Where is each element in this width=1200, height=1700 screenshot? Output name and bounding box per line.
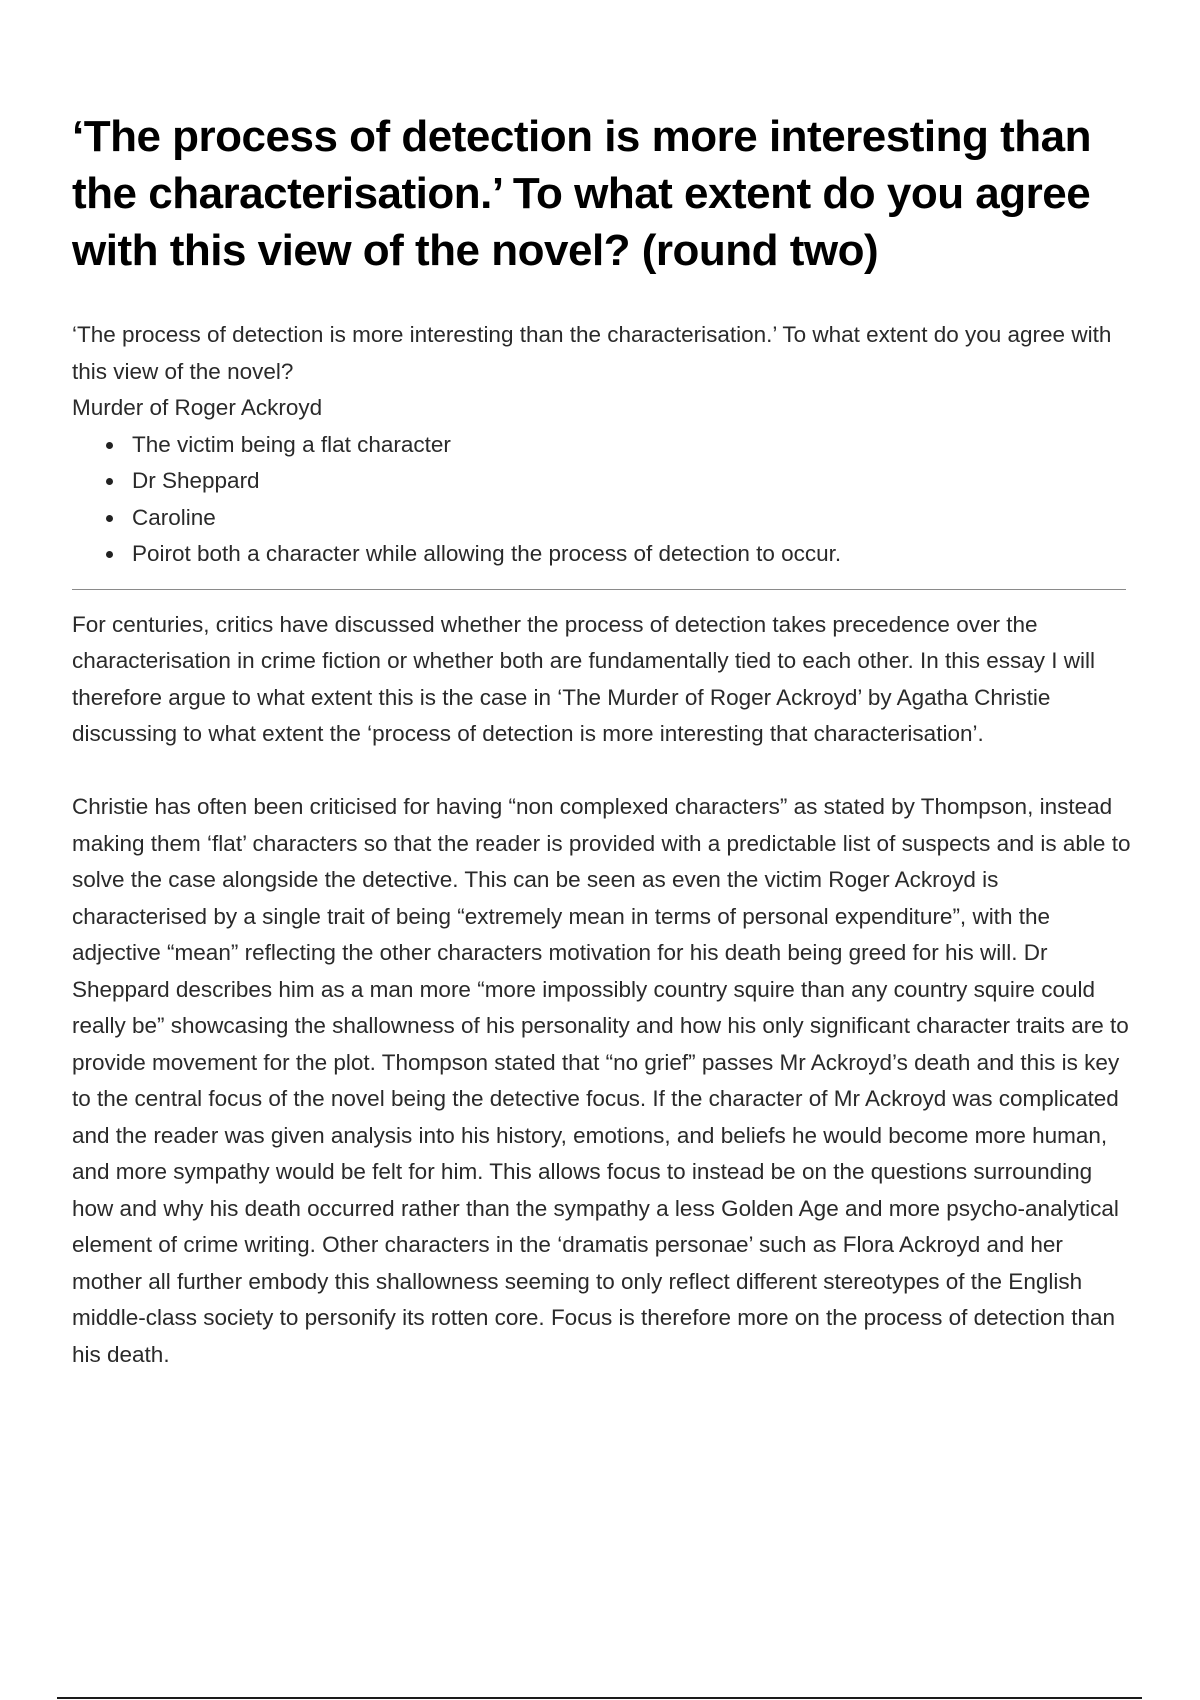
plan-point-text: Dr Sheppard (132, 468, 260, 493)
plan-heading: Murder of Roger Ackroyd (72, 395, 323, 420)
list-item (102, 463, 1132, 500)
essay-paragraph-introduction: For centuries, critics have discussed whether the process of detection takes precedence over the characterisation in crime fiction or whether both are fundamentally tied to each other. In this essay I will therefore argue to what extent this is the case in ‘The Murder of Roger Ackroyd’ by Agatha Christie discussing to what extent the ‘process of detection is more interesting that characterisation’. (72, 611, 1096, 746)
plan-point-text: The victim being a flat character (132, 431, 451, 457)
plan-points-list (72, 427, 1132, 573)
page-bottom-divider (57, 1697, 1142, 1699)
list-item (102, 536, 1132, 573)
essay-body (72, 607, 1132, 1374)
plan-point-text: Caroline (132, 504, 216, 530)
list-item (102, 427, 1132, 464)
plan-point-text: Poirot both a character while allowing the process of detection to occur. (132, 541, 842, 566)
list-item (102, 500, 1132, 537)
section-divider (72, 589, 1126, 590)
intro-question: ‘The process of detection is more interesting than the characterisation.’ To what extent do you agree with this view of the novel? (72, 322, 1112, 384)
bullet-icon (106, 515, 113, 522)
bullet-icon (106, 442, 113, 449)
essay-plan (72, 317, 1132, 573)
bullet-icon (106, 478, 113, 485)
bullet-icon (106, 551, 113, 558)
document-title: ‘The process of detection is more interesting than the characterisation.’ To what extent do you agree with this view of the novel? (round two) (72, 112, 1091, 275)
paragraph-spacer (72, 753, 1132, 790)
document-page (72, 108, 1132, 1373)
essay-paragraph-flat-characters: Christie has often been criticised for having “non complexed characters” as stated by Thompson, instead making them ‘flat’ characters so that the reader is provided with a predictable list of suspects and is able to solve the case alongside the detective. This can be seen as even the victim Roger Ackroyd is characterised by a single trait of being “extremely mean in terms of personal expenditure”, with the adjective “mean” reflecting the other characters motivation for his death being greed for his will. Dr Sheppard describes him as a man more “more impossibly country squire than any country squire could really be” showcasing the shallowness of his personality and how his only significant character traits are to provide movement for the plot. Thompson stated that “no grief” passes Mr Ackroyd’s death and this is key to the central focus of the novel being the detective focus. If the character of Mr Ackroyd was complicated and the reader was given analysis into his history, emotions, and beliefs he would become more human, and more sympathy would be felt for him. This allows focus to instead be on the questions surrounding how and why his death occurred rather than the sympathy a less Golden Age and more psycho-analytical element of crime writing. Other characters in the ‘dramatis personae’ such as Flora Ackroyd and her mother all further embody this shallowness seeming to only reflect different stereotypes of the English middle-class society to personify its rotten core. Focus is therefore more on the process of detection than his death. (72, 794, 1131, 1367)
